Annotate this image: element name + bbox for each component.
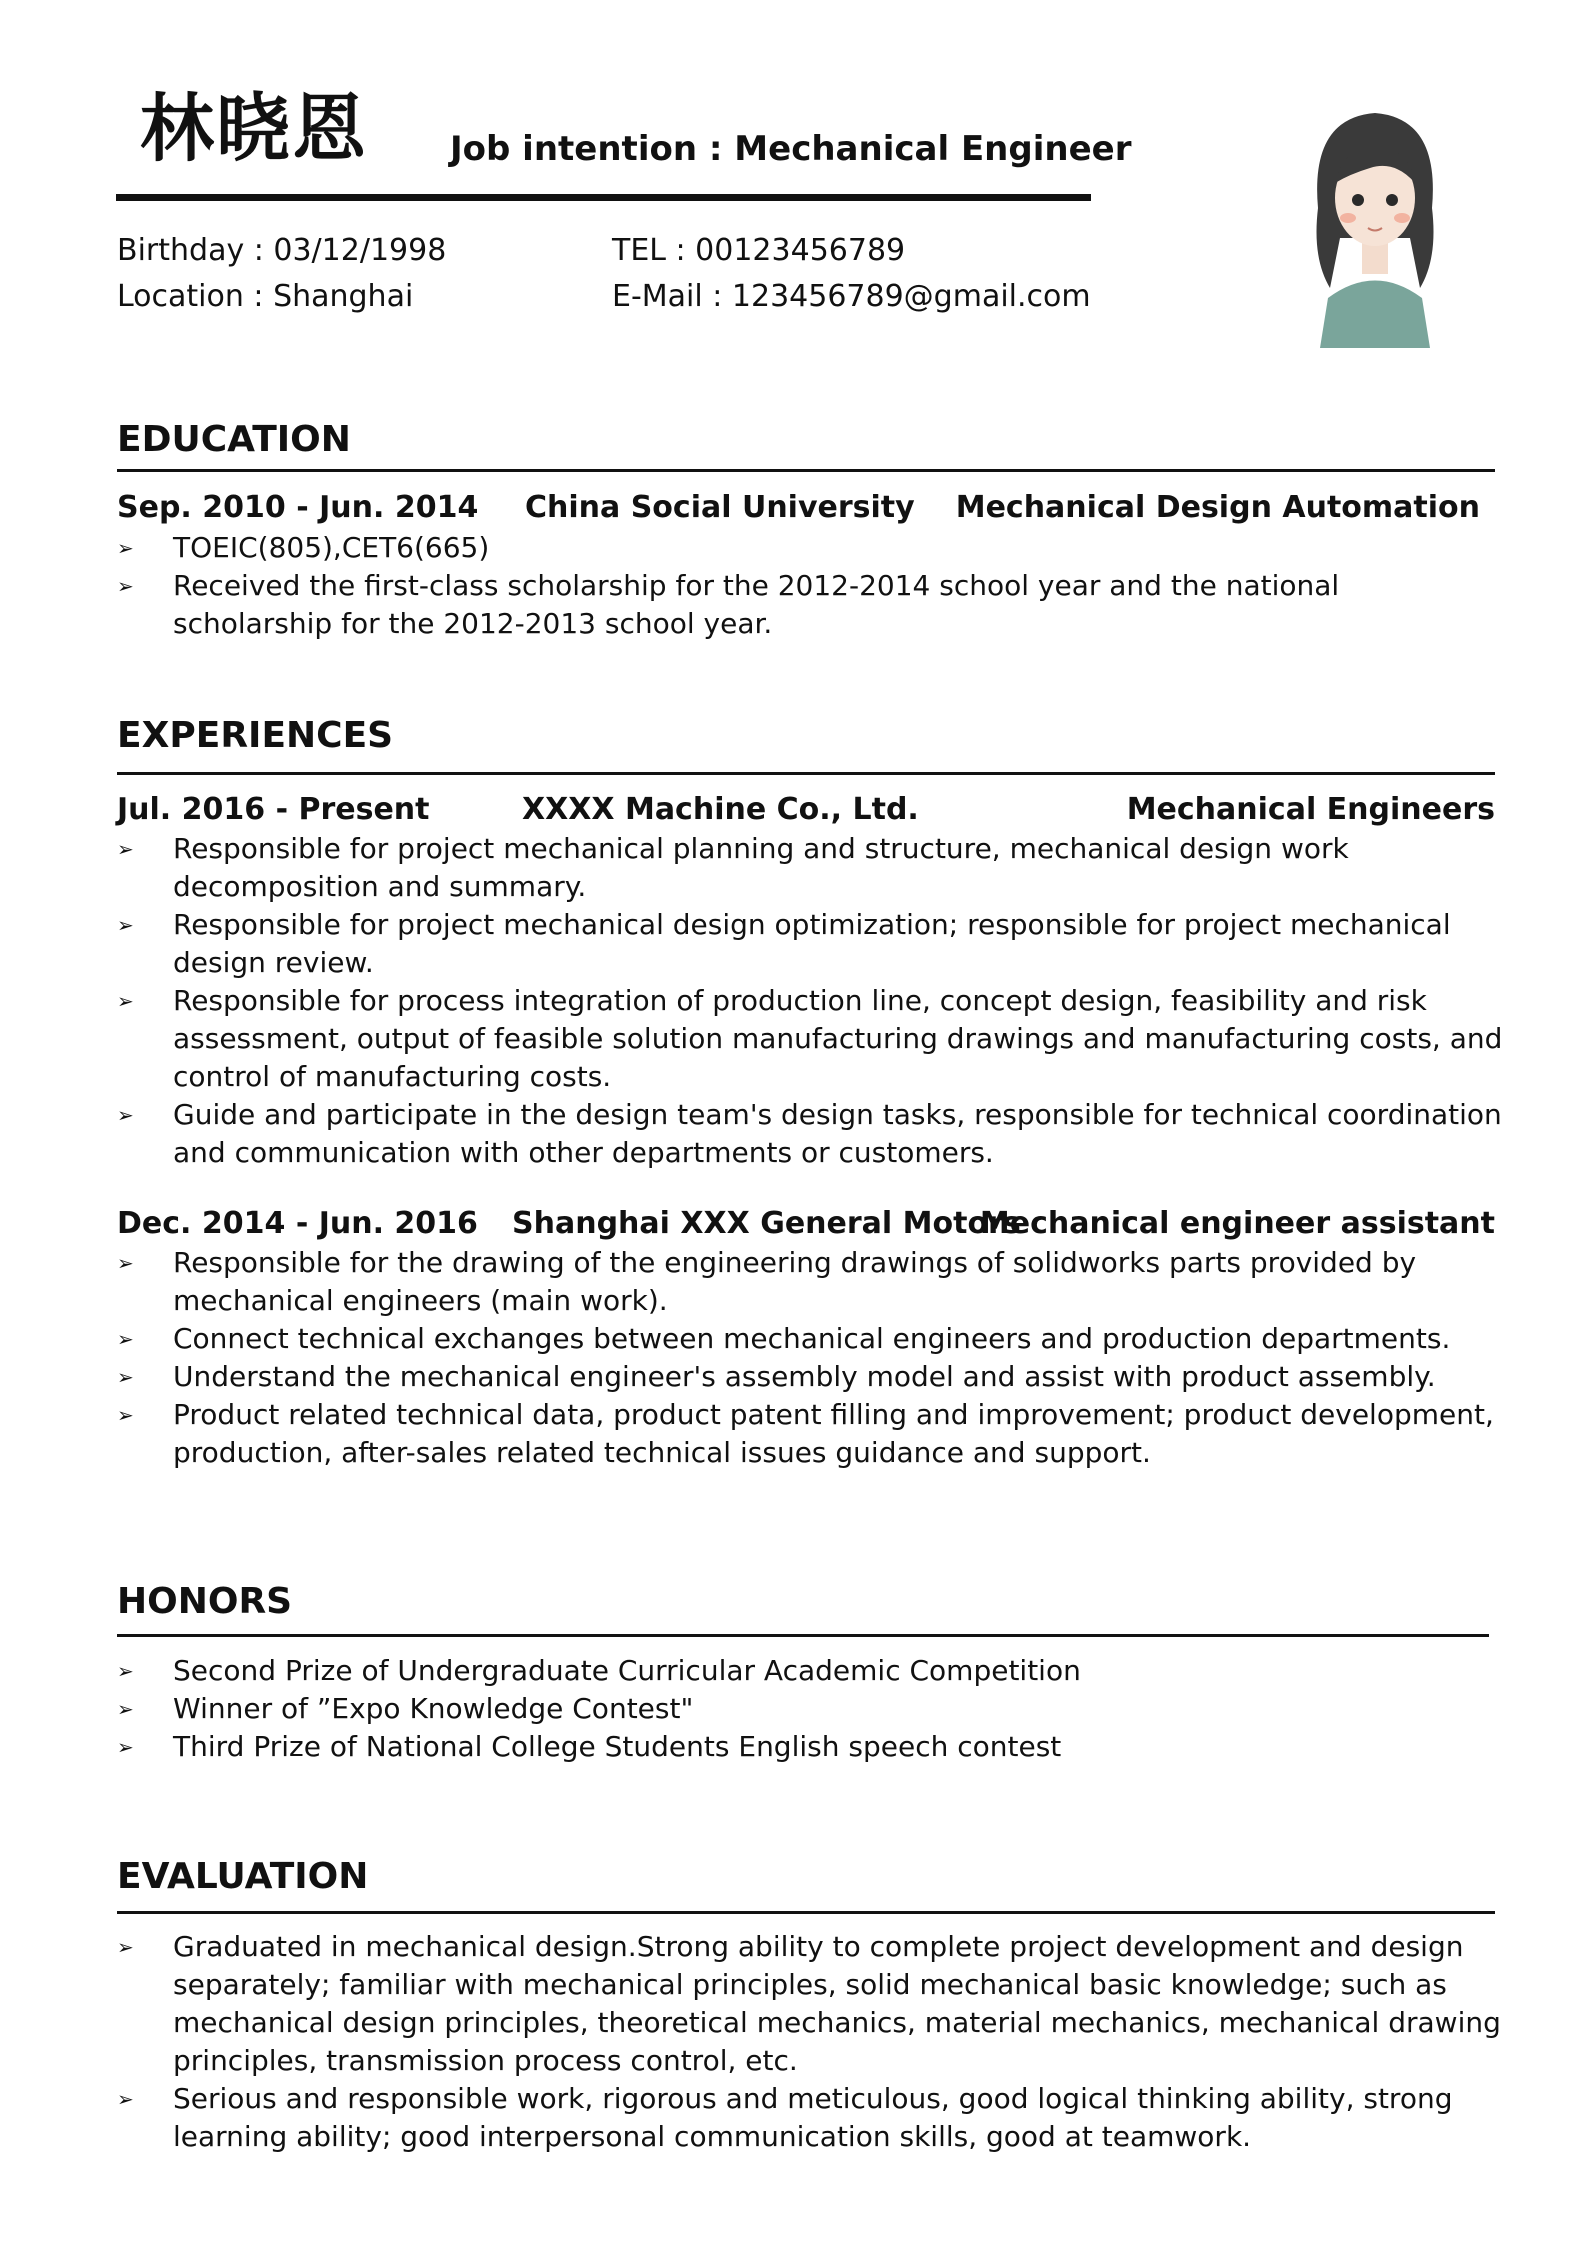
arrow-bullet-icon: ➢ [117, 1103, 134, 1127]
email: E-Mail : 123456789@gmail.com [612, 279, 1091, 314]
candidate-name: 林晓恩 [140, 86, 368, 172]
arrow-bullet-icon: ➢ [117, 2087, 134, 2111]
list-item: ➢ Responsible for the drawing of the engineering drawings of solidworks parts provided by mechanical engineers (main work). [117, 1246, 1417, 1317]
header-divider [116, 194, 1091, 201]
arrow-bullet-icon: ➢ [117, 989, 134, 1013]
entry-role: Mechanical Design Automation [955, 490, 1480, 525]
honors-heading: HONORS [117, 1581, 293, 1622]
entry-role: Mechanical engineer assistant [979, 1206, 1495, 1241]
arrow-bullet-icon: ➢ [117, 1659, 134, 1683]
birthday: Birthday : 03/12/1998 [117, 233, 447, 268]
list-item: ➢ Third Prize of National College Students English speech contest [117, 1728, 1507, 1766]
list-item: ➢ Winner of ”Expo Knowledge Contest" [117, 1690, 1507, 1728]
list-item: ➢ TOEIC(805),CET6(665) [117, 529, 1507, 567]
job-intention: Job intention : Mechanical Engineer [450, 129, 1132, 169]
experience-bullets [117, 830, 1507, 1172]
list-item: ➢ Guide and participate in the design team's design tasks, responsible for technical coordination and communication with other departments or customers. [117, 1098, 1502, 1169]
arrow-bullet-icon: ➢ [117, 1403, 134, 1427]
list-item: ➢ Connect technical exchanges between mechanical engineers and production departments. [117, 1320, 1507, 1358]
contact-right [612, 228, 1091, 320]
arrow-bullet-icon: ➢ [117, 1251, 134, 1275]
evaluation-divider [117, 1911, 1495, 1914]
evaluation-heading: EVALUATION [117, 1856, 369, 1897]
location: Location : Shanghai [117, 279, 414, 314]
contact-left [117, 228, 446, 320]
avatar-illustration-icon [1300, 88, 1450, 348]
arrow-bullet-icon: ➢ [117, 1365, 134, 1389]
honors-divider [117, 1634, 1489, 1637]
list-item: ➢ Responsible for project mechanical planning and structure, mechanical design work decomposition and summary. [117, 832, 1349, 903]
experiences-heading: EXPERIENCES [117, 715, 394, 756]
arrow-bullet-icon: ➢ [117, 1697, 134, 1721]
arrow-bullet-icon: ➢ [117, 1935, 134, 1959]
arrow-bullet-icon: ➢ [117, 837, 134, 861]
entry-organization: Shanghai XXX General Motors [512, 1206, 1021, 1241]
list-item: ➢ Second Prize of Undergraduate Curricular Academic Competition [117, 1652, 1507, 1690]
experiences-divider [117, 772, 1495, 775]
education-bullets [117, 529, 1507, 643]
honors-bullets [117, 1652, 1507, 1766]
entry-date: Jul. 2016 - Present [117, 792, 430, 827]
telephone: TEL : 00123456789 [612, 233, 906, 268]
entry-organization: XXXX Machine Co., Ltd. [522, 792, 919, 827]
evaluation-bullets [117, 1928, 1507, 2156]
entry-organization: China Social University [525, 490, 915, 525]
arrow-bullet-icon: ➢ [117, 1327, 134, 1351]
list-item: ➢ Responsible for process integration of production line, concept design, feasibility and risk assessment, output of feasible solution manufacturing drawings and manufacturing costs, and control of manufacturing costs. [117, 984, 1503, 1093]
list-item: ➢ Understand the mechanical engineer's assembly model and assist with product assembly. [117, 1358, 1507, 1396]
list-item: ➢ Graduated in mechanical design.Strong ability to complete project development and design separately; familiar with mechanical principles, solid mechanical basic knowledge; such as mechanical design principles, theoretical mechanics, material mechanics, mechanical drawing principles, transmission process control, etc. [117, 1930, 1501, 2077]
education-heading: EDUCATION [117, 419, 351, 460]
entry-date: Sep. 2010 - Jun. 2014 [117, 490, 479, 525]
entry-date: Dec. 2014 - Jun. 2016 [117, 1206, 478, 1241]
list-item: ➢ Received the first-class scholarship for the 2012-2014 school year and the national scholarship for the 2012-2013 school year. [117, 569, 1340, 640]
experience-entry-header [117, 790, 1495, 830]
experience-bullets [117, 1244, 1507, 1472]
education-divider [117, 469, 1495, 472]
list-item: ➢ Responsible for project mechanical design optimization; responsible for project mechanical design review. [117, 908, 1451, 979]
list-item: ➢ Product related technical data, product patent filling and improvement; product development, production, after-sales related technical issues guidance and support. [117, 1398, 1494, 1469]
arrow-bullet-icon: ➢ [117, 574, 134, 598]
entry-role: Mechanical Engineers [1126, 792, 1495, 827]
education-entry-header [117, 488, 1495, 528]
experience-entry-header [117, 1204, 1495, 1244]
arrow-bullet-icon: ➢ [117, 536, 134, 560]
arrow-bullet-icon: ➢ [117, 913, 134, 937]
arrow-bullet-icon: ➢ [117, 1735, 134, 1759]
list-item: ➢ Serious and responsible work, rigorous and meticulous, good logical thinking ability, strong learning ability; good interpersonal communication skills, good at teamwork. [117, 2082, 1453, 2153]
